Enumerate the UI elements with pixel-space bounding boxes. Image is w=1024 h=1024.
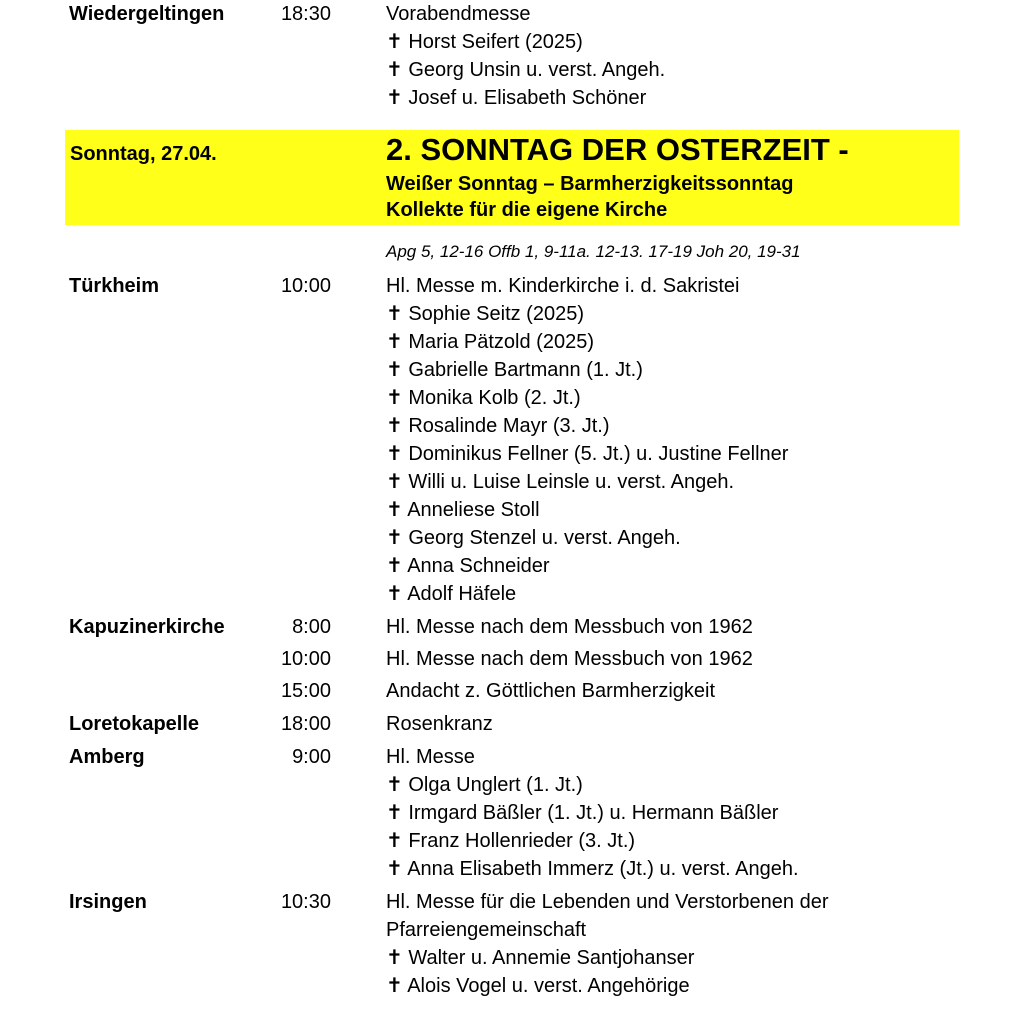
cross-icon: ✝	[386, 359, 403, 381]
intention-item: ✝ Anna Schneider	[386, 555, 550, 577]
place-tuerkheim: Türkheim	[69, 275, 160, 297]
intention-item: ✝ Irmgard Bäßler (1. Jt.) u. Hermann Bäßler	[386, 802, 779, 824]
intention-item: ✝ Adolf Häfele	[386, 583, 517, 605]
banner-title: 2. SONNTAG DER OSTERZEIT -	[386, 132, 849, 167]
time-kapuzinerkirche-2: 10:00	[280, 648, 331, 670]
service-title-irsingen-continued: Pfarreiengemeinschaft	[386, 919, 587, 941]
time-wiedergeltingen: 18:30	[280, 3, 331, 25]
intention-item: ✝ Rosalinde Mayr (3. Jt.)	[386, 415, 610, 437]
cross-icon: ✝	[386, 471, 403, 493]
cross-icon: ✝	[386, 59, 403, 81]
intention-item: ✝ Olga Unglert (1. Jt.)	[386, 774, 583, 796]
intention-item: ✝ Monika Kolb (2. Jt.)	[386, 387, 581, 409]
service-title-loretokapelle: Rosenkranz	[386, 713, 493, 735]
intention-item: ✝ Gabrielle Bartmann (1. Jt.)	[386, 359, 643, 381]
sunday-banner	[65, 130, 959, 225]
banner-subtitle: Weißer Sonntag – Barmherzigkeitssonntag	[386, 173, 794, 195]
cross-icon: ✝	[386, 858, 403, 880]
bible-readings: Apg 5, 12-16 Offb 1, 9-11a. 12-13. 17-19 Joh 20, 19-31	[386, 242, 801, 261]
intention-item: ✝ Alois Vogel u. verst. Angehörige	[386, 975, 690, 997]
service-title-kapuzinerkirche-2: Hl. Messe nach dem Messbuch von 1962	[386, 648, 753, 670]
service-title-kapuzinerkirche-1: Hl. Messe nach dem Messbuch von 1962	[386, 616, 753, 638]
place-irsingen: Irsingen	[69, 891, 147, 913]
place-loretokapelle: Loretokapelle	[69, 713, 200, 735]
service-title-tuerkheim: Hl. Messe m. Kinderkirche i. d. Sakristei	[386, 275, 740, 297]
cross-icon: ✝	[386, 527, 403, 549]
cross-icon: ✝	[386, 555, 403, 577]
cross-icon: ✝	[386, 303, 403, 325]
service-title-irsingen: Hl. Messe für die Lebenden und Verstorbenen der	[386, 891, 829, 913]
cross-icon: ✝	[386, 499, 403, 521]
intention-item: ✝ Anneliese Stoll	[386, 499, 540, 521]
intention-item: ✝ Georg Unsin u. verst. Angeh.	[386, 59, 666, 81]
intention-item: ✝ Anna Elisabeth Immerz (Jt.) u. verst. Angeh.	[386, 858, 799, 880]
intention-item: ✝ Georg Stenzel u. verst. Angeh.	[386, 527, 681, 549]
intention-item: ✝ Walter u. Annemie Santjohanser	[386, 947, 695, 969]
cross-icon: ✝	[386, 774, 403, 796]
time-kapuzinerkirche-1: 8:00	[292, 616, 331, 638]
time-kapuzinerkirche-3: 15:00	[280, 680, 331, 702]
intention-item: ✝ Dominikus Fellner (5. Jt.) u. Justine Fellner	[386, 443, 789, 465]
cross-icon: ✝	[386, 87, 403, 109]
service-title-amberg: Hl. Messe	[386, 746, 475, 768]
service-title-kapuzinerkirche-3: Andacht z. Göttlichen Barmherzigkeit	[386, 680, 716, 702]
intention-item: ✝ Franz Hollenrieder (3. Jt.)	[386, 830, 636, 852]
cross-icon: ✝	[386, 802, 403, 824]
place-wiedergeltingen: Wiedergeltingen	[69, 3, 225, 25]
time-loretokapelle: 18:00	[280, 713, 331, 735]
intention-item: ✝ Willi u. Luise Leinsle u. verst. Angeh.	[386, 471, 735, 493]
intention-item: ✝ Maria Pätzold (2025)	[386, 331, 594, 353]
cross-icon: ✝	[386, 947, 403, 969]
intention-item: ✝ Horst Seifert (2025)	[386, 31, 583, 53]
intention-item: ✝ Sophie Seitz (2025)	[386, 303, 584, 325]
cross-icon: ✝	[386, 387, 403, 409]
cross-icon: ✝	[386, 415, 403, 437]
banner-date: Sonntag, 27.04.	[70, 143, 217, 165]
time-irsingen: 10:30	[280, 891, 331, 913]
time-tuerkheim: 10:00	[280, 275, 331, 297]
place-amberg: Amberg	[69, 746, 145, 768]
time-amberg: 9:00	[292, 746, 331, 768]
cross-icon: ✝	[386, 31, 403, 53]
cross-icon: ✝	[386, 331, 403, 353]
cross-icon: ✝	[386, 583, 403, 605]
cross-icon: ✝	[386, 830, 403, 852]
cross-icon: ✝	[386, 975, 403, 997]
place-kapuzinerkirche: Kapuzinerkirche	[69, 616, 225, 638]
cross-icon: ✝	[386, 443, 403, 465]
intention-item: ✝ Josef u. Elisabeth Schöner	[386, 87, 647, 109]
service-title-vorabendmesse: Vorabendmesse	[386, 3, 531, 25]
banner-collection: Kollekte für die eigene Kirche	[386, 199, 668, 221]
